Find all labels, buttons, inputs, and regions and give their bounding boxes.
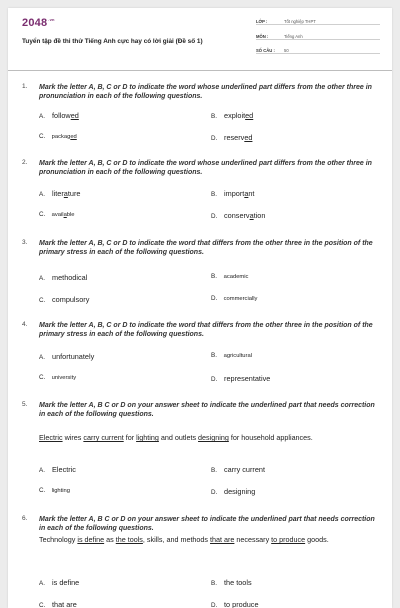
question-number: 4. xyxy=(22,321,28,328)
option-text: Electric xyxy=(52,465,76,474)
sentence-text: for xyxy=(123,433,137,442)
option-text: liter xyxy=(52,189,64,198)
option-text: commercially xyxy=(223,296,258,302)
meta-count-value: 50 xyxy=(284,48,289,53)
meta-count-key: SỐ CÂU : xyxy=(256,48,275,53)
option-letter: A. xyxy=(39,275,45,282)
option-underlined: a xyxy=(249,211,254,220)
option-underlined: ed xyxy=(70,111,79,120)
sentence-text: and outlets xyxy=(158,433,199,442)
option-letter: C. xyxy=(39,297,46,304)
sentence-text: Technology xyxy=(39,535,78,544)
option-underlined: ed xyxy=(245,111,254,120)
question-prompt: Mark the letter A, B, C or D to indicate the word that differs from the other three in the position of the primary stress in each of the following questions. xyxy=(39,240,373,256)
option-letter: D. xyxy=(211,376,218,383)
option-letter: A. xyxy=(39,191,45,198)
question-number: 5. xyxy=(22,401,28,408)
question-number: 6. xyxy=(22,515,28,522)
option-c[interactable] xyxy=(39,295,89,304)
exam-header xyxy=(8,8,392,66)
option-letter: B. xyxy=(211,113,217,120)
option-text: academic xyxy=(223,274,249,280)
option-b[interactable] xyxy=(211,111,253,120)
option-letter: C. xyxy=(39,133,46,140)
question-prompt: Mark the letter A, B, C or D to indicate the word whose underlined part differs from the other three in pronunciation in each of the following questions. xyxy=(39,160,372,176)
option-text: exploit xyxy=(224,111,246,120)
option-letter: D. xyxy=(211,213,218,220)
sentence-text: wires xyxy=(62,433,84,442)
option-letter: A. xyxy=(39,113,45,120)
sentence-underlined: the tools xyxy=(115,535,143,544)
option-b[interactable] xyxy=(211,189,254,198)
question-sentence xyxy=(39,433,374,442)
option-text: that are xyxy=(52,600,77,608)
option-text: methodical xyxy=(52,273,88,282)
option-letter: B. xyxy=(211,191,217,198)
option-a[interactable] xyxy=(39,111,79,120)
option-b[interactable] xyxy=(211,465,265,474)
option-text: carry current xyxy=(224,465,265,474)
option-b[interactable] xyxy=(211,578,252,587)
option-d[interactable] xyxy=(211,487,255,496)
sentence-text: necessary xyxy=(234,535,272,544)
option-b[interactable] xyxy=(211,352,252,359)
option-c[interactable] xyxy=(39,211,75,218)
meta-class-row xyxy=(256,15,380,25)
sentence-underlined: lighting xyxy=(136,433,159,442)
logo-suffix: .vn xyxy=(48,17,55,22)
option-underlined: ed xyxy=(244,133,253,142)
option-letter: B. xyxy=(211,273,217,280)
sentence-underlined: Electric xyxy=(39,433,63,442)
option-d[interactable] xyxy=(211,133,252,142)
question-sentence xyxy=(39,535,374,544)
question-number: 1. xyxy=(22,83,28,90)
meta-class-key: LỚP : xyxy=(256,19,268,24)
question-prompt: Mark the letter A, B C or D on your answer sheet to indicate the underlined part that needs correction in each of the following questions. xyxy=(39,516,375,532)
option-a[interactable] xyxy=(39,273,87,282)
option-text: reserv xyxy=(224,133,245,142)
sentence-text: goods. xyxy=(305,535,329,544)
option-d[interactable] xyxy=(211,211,265,220)
option-d[interactable] xyxy=(211,600,259,608)
option-a[interactable] xyxy=(39,189,80,198)
meta-class-value: Tốt nghiệp THPT xyxy=(284,19,316,24)
option-letter: B. xyxy=(211,352,217,359)
option-text-rest: ble xyxy=(66,212,75,218)
option-a[interactable] xyxy=(39,578,79,587)
option-c[interactable] xyxy=(39,133,77,140)
meta-subject-value: Tiếng Anh xyxy=(284,34,303,39)
option-letter: A. xyxy=(39,580,45,587)
sentence-underlined: that are xyxy=(210,535,235,544)
meta-count-row xyxy=(256,44,380,54)
option-text: conserv xyxy=(224,211,250,220)
option-a[interactable] xyxy=(39,465,76,474)
option-text: follow xyxy=(52,111,71,120)
option-c[interactable] xyxy=(39,374,76,381)
meta-subject-row xyxy=(256,30,380,40)
option-underlined: a xyxy=(63,212,67,218)
sentence-text: , skills, and methods xyxy=(142,535,211,544)
option-letter: D. xyxy=(211,295,218,302)
sentence-underlined: carry current xyxy=(83,433,124,442)
option-text: university xyxy=(51,375,77,381)
option-c[interactable] xyxy=(39,600,77,608)
option-text: packag xyxy=(51,134,71,140)
option-letter: C. xyxy=(39,374,46,381)
header-divider xyxy=(8,70,392,71)
option-text: representative xyxy=(224,374,271,383)
option-letter: A. xyxy=(39,467,45,474)
option-letter: D. xyxy=(211,602,218,608)
option-letter: A. xyxy=(39,354,45,361)
option-letter: B. xyxy=(211,580,217,587)
site-logo[interactable] xyxy=(22,17,55,29)
option-text: the tools xyxy=(224,578,252,587)
option-text: lighting xyxy=(51,488,70,494)
option-d[interactable] xyxy=(211,295,257,302)
question-prompt: Mark the letter A, B C or D on your answer sheet to indicate the underlined part that needs correction in each of the following questions. xyxy=(39,402,375,418)
sentence-text: as xyxy=(104,535,116,544)
option-letter: C. xyxy=(39,211,46,218)
option-letter: C. xyxy=(39,602,46,608)
option-text: compulsory xyxy=(52,295,90,304)
option-letter: B. xyxy=(211,467,217,474)
option-underlined: a xyxy=(63,189,68,198)
option-text: unfortunately xyxy=(52,352,95,361)
meta-subject-key: MÔN : xyxy=(256,34,269,39)
option-letter: D. xyxy=(211,489,218,496)
sentence-underlined: is define xyxy=(77,535,105,544)
option-underlined: a xyxy=(244,189,249,198)
option-text: to produce xyxy=(224,600,259,608)
option-text-rest: ture xyxy=(67,189,81,198)
option-text: is define xyxy=(52,578,80,587)
option-text: designing xyxy=(224,487,256,496)
option-b[interactable] xyxy=(211,273,248,280)
question-prompt: Mark the letter A, B, C or D to indicate the word whose underlined part differs from the other three in pronunciation in each of the following questions. xyxy=(39,84,372,100)
sentence-text: for household appliances. xyxy=(228,433,313,442)
sentence-underlined: to produce xyxy=(271,535,306,544)
option-text: import xyxy=(224,189,245,198)
option-underlined: ed xyxy=(70,134,77,140)
option-d[interactable] xyxy=(211,374,270,383)
option-letter: C. xyxy=(39,487,46,494)
logo-text: 2048 xyxy=(22,17,48,29)
option-a[interactable] xyxy=(39,352,94,361)
option-c[interactable] xyxy=(39,487,70,494)
sentence-underlined: designing xyxy=(198,433,229,442)
document-title: Tuyển tập đề thi thử Tiếng Anh cực hay có lời giải (Đề số 1) xyxy=(22,38,203,45)
question-number: 2. xyxy=(22,159,28,166)
question-prompt: Mark the letter A, B, C or D to indicate the word that differs from the other three in the position of the primary stress in each of the following questions. xyxy=(39,322,373,338)
exam-page xyxy=(8,8,392,608)
option-text: avail xyxy=(51,212,64,218)
option-text-rest: nt xyxy=(248,189,255,198)
option-letter: D. xyxy=(211,135,218,142)
option-text: agricultural xyxy=(223,353,252,359)
question-number: 3. xyxy=(22,239,28,246)
option-text-rest: tion xyxy=(253,211,266,220)
